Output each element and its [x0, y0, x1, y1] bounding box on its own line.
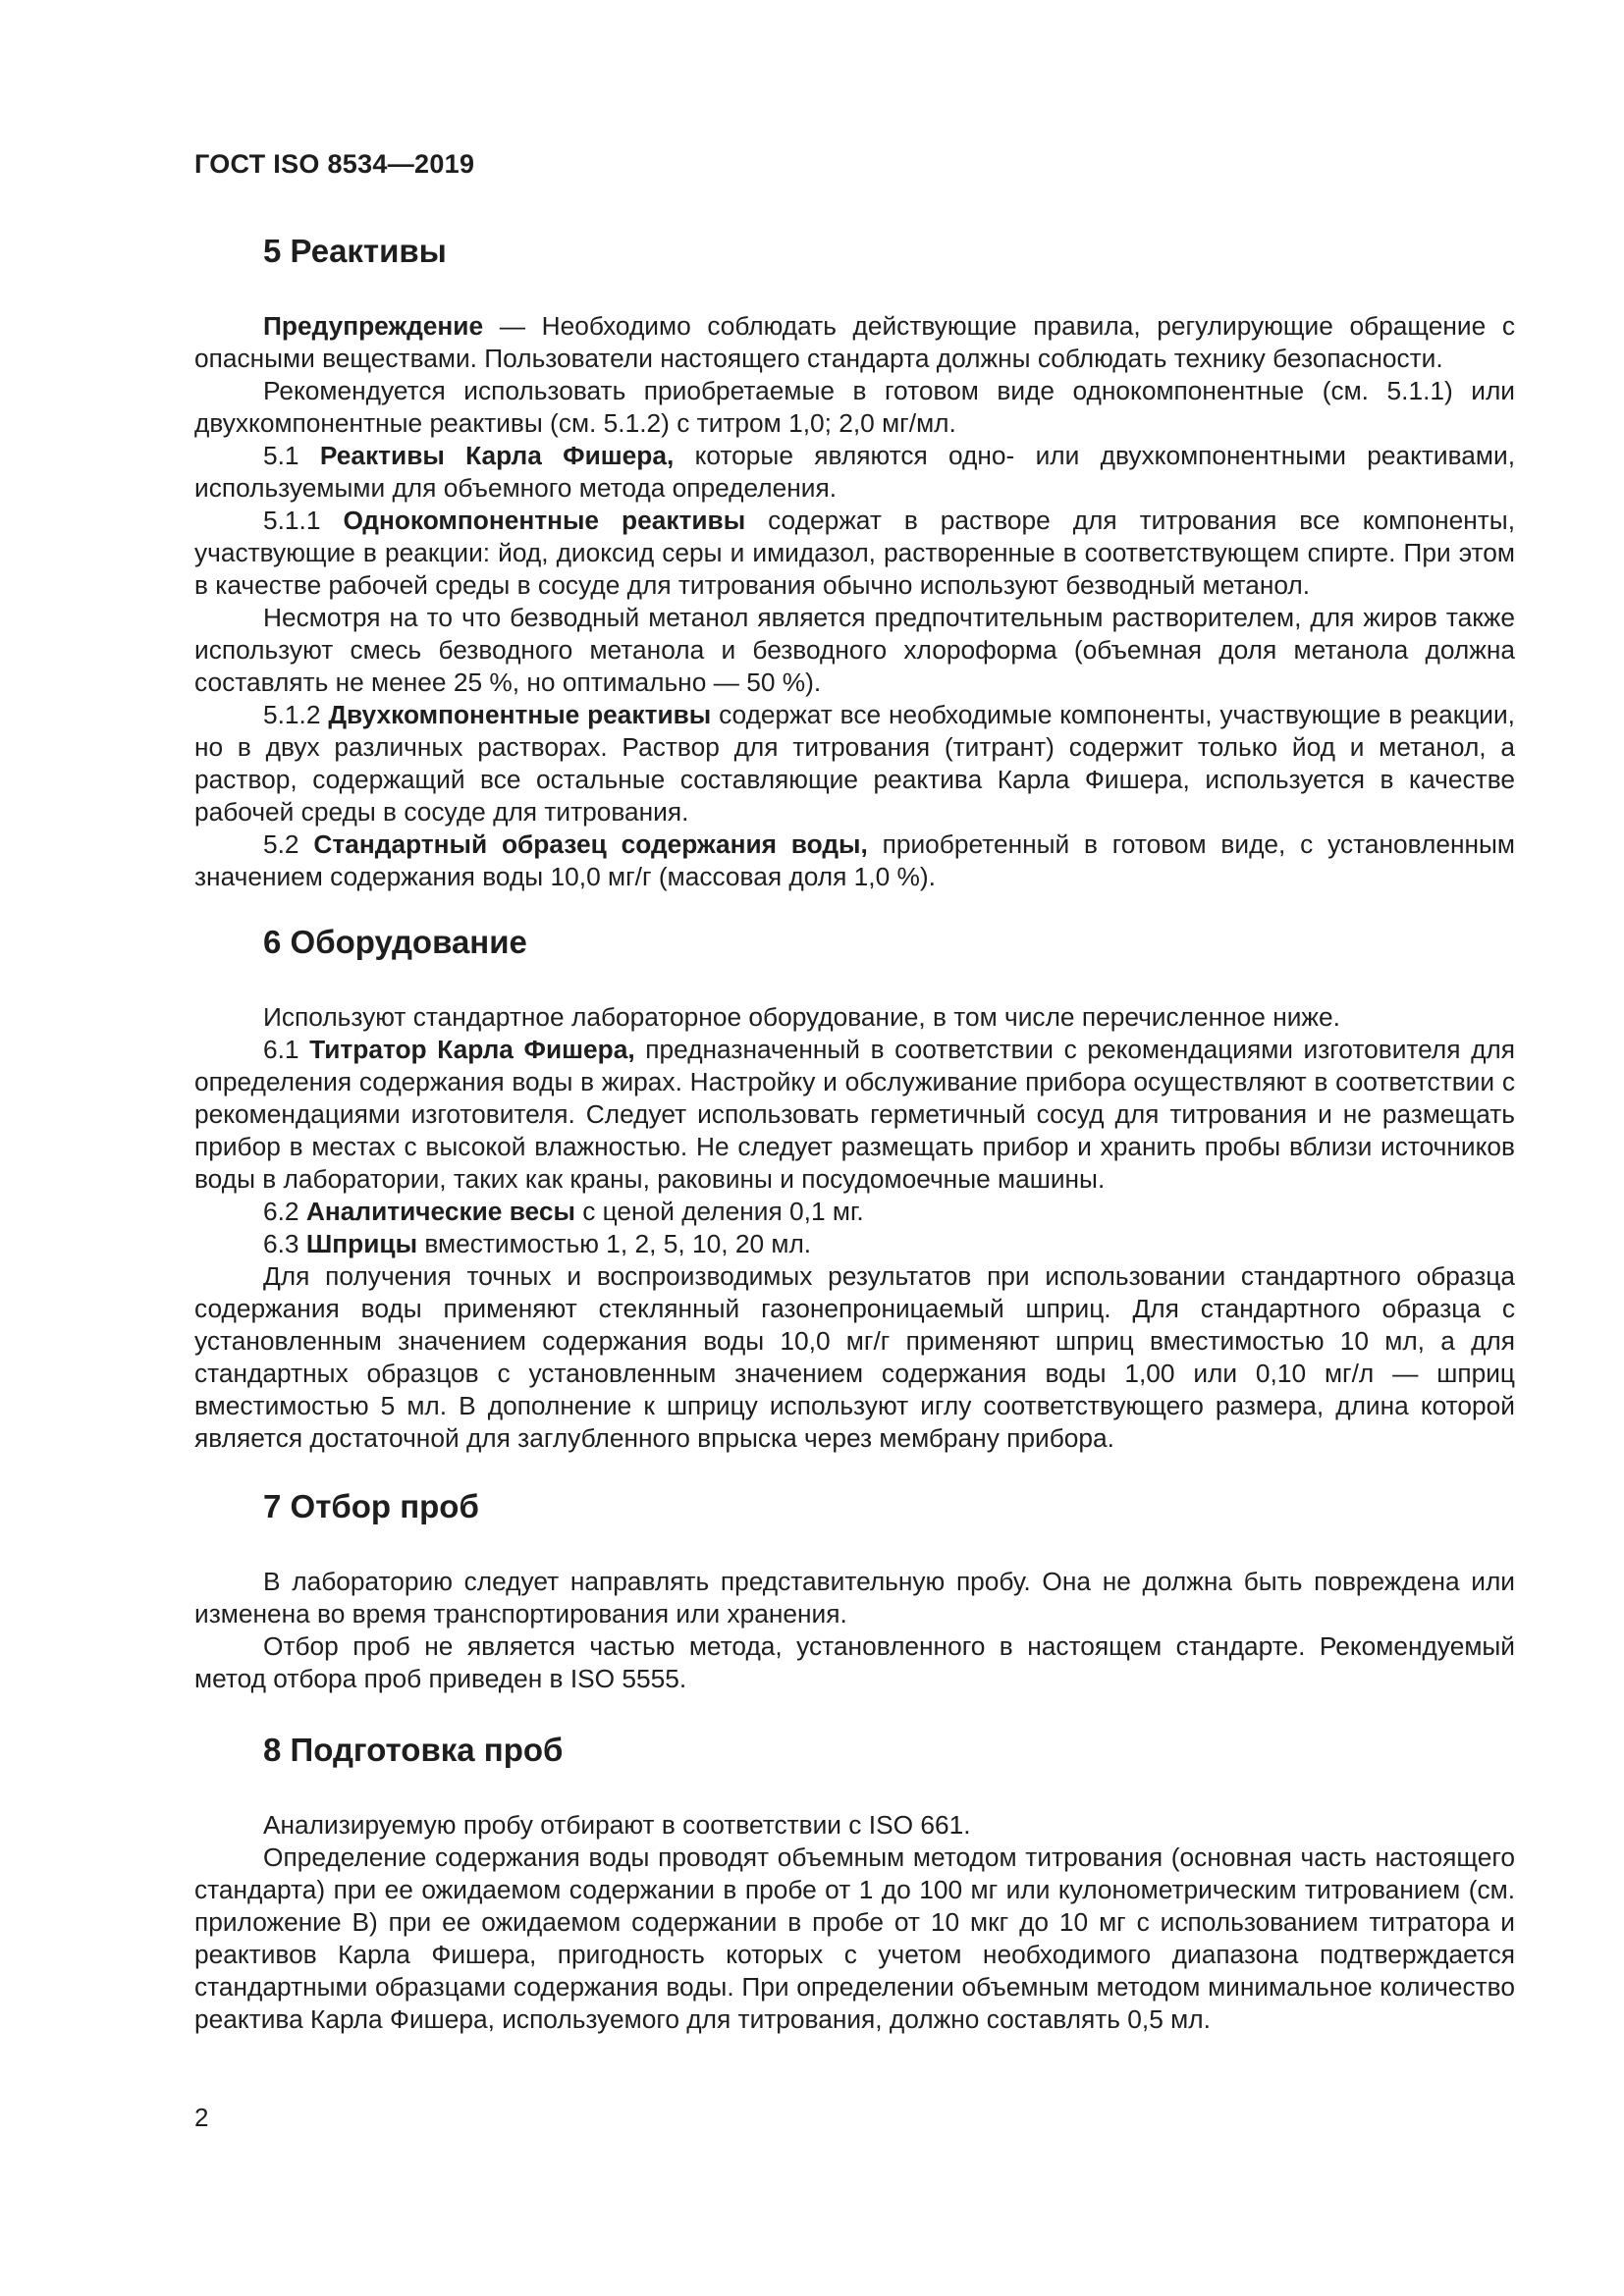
section-equipment: [194, 923, 1515, 1455]
section-title: 6 Оборудование: [263, 924, 527, 960]
paragraph: Используют стандартное лабораторное оборудование, в том числе перечисленное ниже.: [263, 1002, 1340, 1032]
paragraph: 6.2 Аналитические весы с ценой деления 0,1 мг.: [263, 1197, 864, 1226]
paragraph: Предупреждение — Необходимо соблюдать действующие правила, регулирующие обращение с опасными веществами. Пользователи настоящего стандарта должны соблюдать технику безопасности.: [194, 311, 1515, 373]
page-number: 2: [194, 2103, 209, 2132]
paragraph: 5.1.1 Однокомпонентные реактивы содержат в растворе для титрования все компоненты, участвующие в реакции: йод, диоксид серы и имидазол, растворенные в соответствующем спирте. При этом в качестве рабочей среды в сосуде для титрования обычно используют безводный метанол.: [194, 506, 1515, 600]
paragraph: Для получения точных и воспроизводимых результатов при использовании стандартного образца содержания воды применяют стеклянный газонепроницаемый шприц. Для стандартного образца с установленным значением содержания воды 10,0 мг/г применяют шприц вместимостью 10 мл, а для стандартных образцов с установленным значением содержания воды 1,00 или 0,10 мг/л — шприц вместимостью 5 мл. В дополнение к шприцу используют иглу соответствующего размера, длина которой является достаточной для заглубленного впрыска через мембрану прибора.: [194, 1261, 1515, 1453]
section-body: [194, 1809, 1515, 2036]
paragraph: 6.1 Титратор Карла Фишера, предназначенный в соответствии с рекомендациями изготовителя для определения содержания воды в жирах. Настройку и обслуживание прибора осуществляют в соответствии с рекомендациями изготовителя. Следует использовать герметичный сосуд для титрования и не размещать прибор в местах с высокой влажностью. Не следует размещать прибор и хранить пробы вблизи источников воды в лаборатории, таких как краны, раковины и посудомоечные машины.: [194, 1035, 1515, 1194]
section-body: [194, 1001, 1515, 1455]
paragraph: Определение содержания воды проводят объемным методом титрования (основная часть настоящего стандарта) при ее ожидаемом содержании в пробе от 1 до 100 мг или кулонометрическим титрованием (см. приложение В) при ее ожидаемом содержании в пробе от 10 мкг до 10 мг с использованием титратора и реактивов Карла Фишера, пригодность которых с учетом необходимого диапазона подтверждается стандартными образцами содержания воды. При определении объемным методом минимальное количество реактива Карла Фишера, используемого для титрования, должно составлять 0,5 мл.: [194, 1842, 1515, 2034]
paragraph: 5.2 Стандартный образец содержания воды, приобретенный в готовом виде, с установленным значением содержания воды 10,0 мг/г (массовая доля 1,0 %).: [194, 829, 1515, 891]
paragraph: 5.1 Реактивы Карла Фишера, которые являются одно- или двухкомпонентными реактивами, используемыми для объемного метода определения.: [194, 441, 1515, 503]
document-header: ГОСТ ISO 8534—2019: [194, 149, 475, 179]
paragraph: 6.3 Шприцы вместимостью 1, 2, 5, 10, 20 мл.: [263, 1229, 812, 1258]
section-title: 7 Отбор проб: [263, 1488, 479, 1524]
paragraph: 5.1.2 Двухкомпонентные реактивы содержат все необходимые компоненты, участвующие в реакции, но в двух различных растворах. Раствор для титрования (титрант) содержит только йод и метанол, а раствор, содержащий все остальные составляющие реактива Карла Фишера, используется в качестве рабочей среды в сосуде для титрования.: [194, 700, 1515, 827]
section-title: 8 Подготовка проб: [263, 1732, 564, 1768]
section-body: [194, 310, 1515, 893]
section-sampling: [194, 1487, 1515, 1695]
paragraph: Несмотря на то что безводный метанол является предпочтительным растворителем, для жиров также используют смесь безводного метанола и безводного хлороформа (объемная доля метанола должна составлять не менее 25 %, но оптимально — 50 %).: [194, 603, 1515, 697]
paragraph: Рекомендуется использовать приобретаемые в готовом виде однокомпонентные (см. 5.1.1) или двухкомпонентные реактивы (см. 5.1.2) с титром 1,0; 2,0 мг/мл.: [194, 376, 1515, 438]
section-reagents: [194, 232, 1515, 893]
section-body: [194, 1566, 1515, 1695]
paragraph: В лабораторию следует направлять представительную пробу. Она не должна быть повреждена или изменена во время транспортирования или хранения.: [194, 1567, 1515, 1629]
paragraph: Отбор проб не является частью метода, установленного в настоящем стандарте. Рекомендуемый метод отбора проб приведен в ISO 5555.: [194, 1631, 1515, 1693]
paragraph: Анализируемую пробу отбирают в соответствии с ISO 661.: [263, 1810, 971, 1840]
section-title: 5 Реактивы: [263, 233, 447, 269]
section-sample-preparation: [194, 1731, 1515, 2036]
